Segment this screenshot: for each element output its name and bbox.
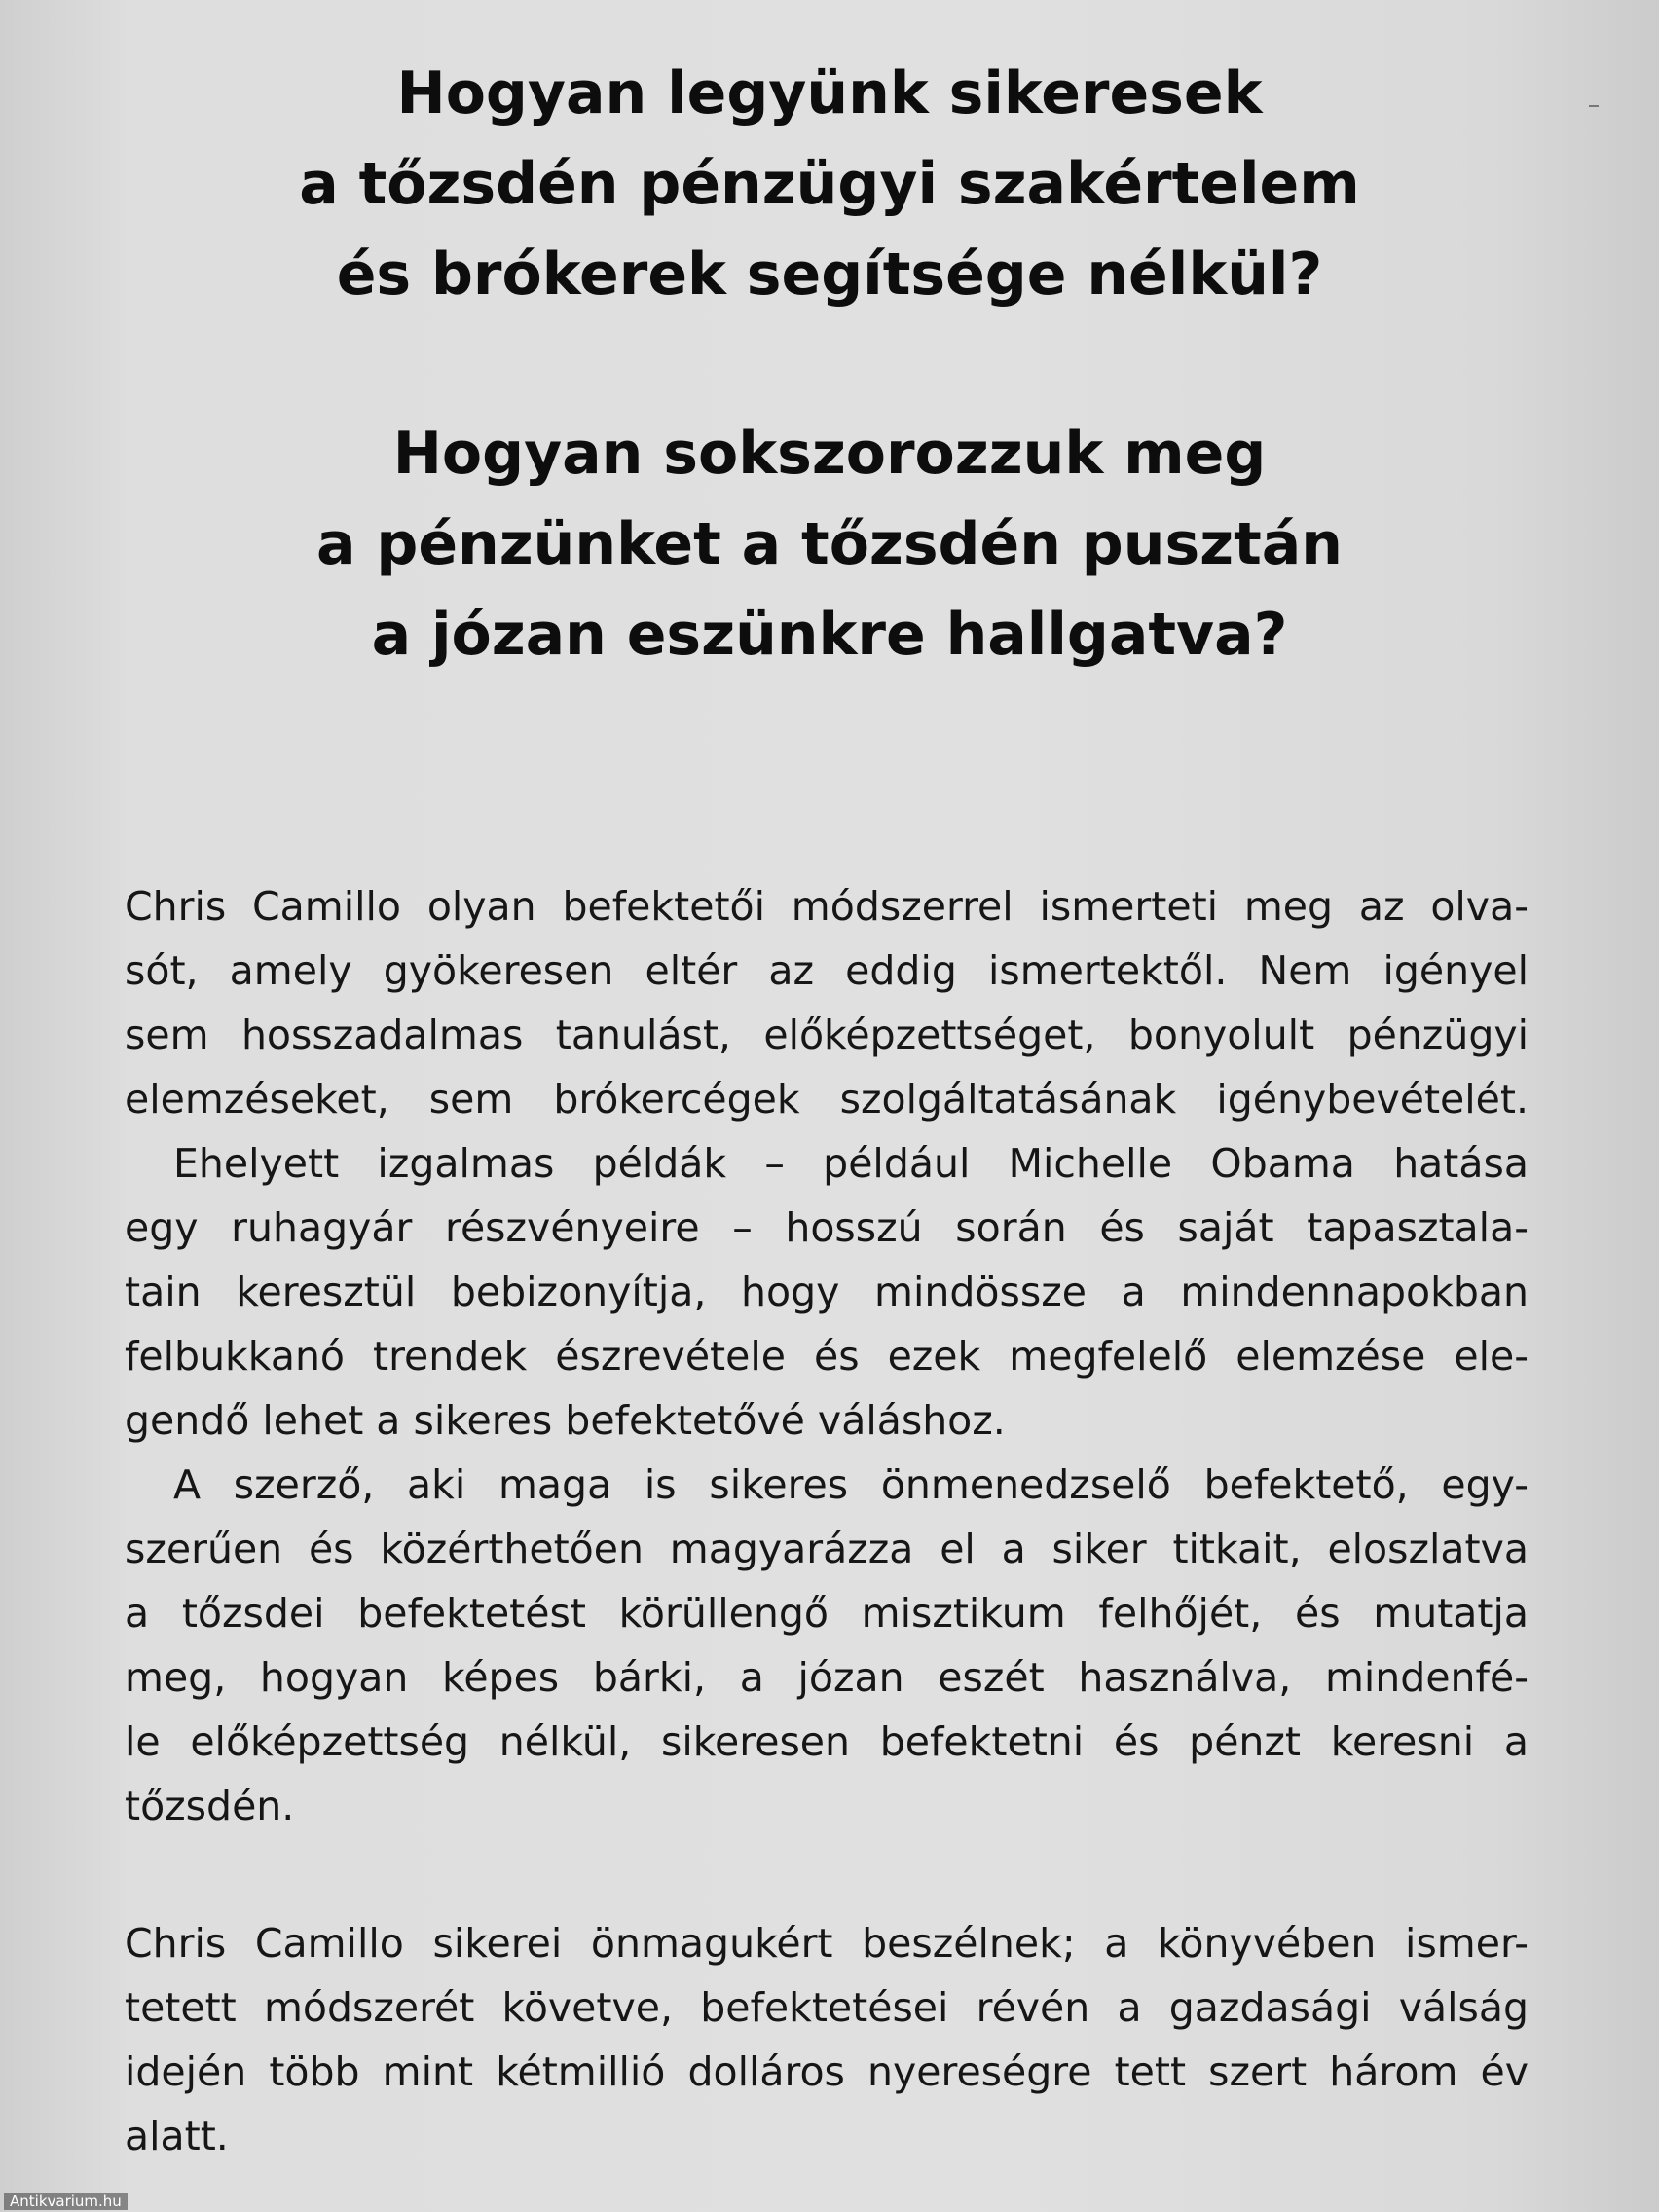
text-line: Ehelyett izgalmas példák – például Michelle Obama hatása — [173, 1140, 1529, 1187]
text-line: szerűen és közérthetően magyarázza el a siker titkait, eloszlatva — [125, 1526, 1529, 1572]
text-line: idején több mint kétmillió dolláros nyereségre tett szert három év — [125, 2048, 1529, 2095]
headline-question-1 — [0, 49, 1659, 320]
text-line: a tőzsdei befektetést körüllengő misztikum felhőjét, és mutatja — [125, 1590, 1529, 1637]
watermark: Antikvarium.hu — [4, 2193, 128, 2210]
author-success-paragraph — [125, 1911, 1529, 2168]
text-line: Chris Camillo olyan befektetői módszerrel ismerteti meg az olva- — [125, 883, 1529, 930]
text-line: tőzsdén. — [125, 1783, 295, 1829]
text-line: felbukkanó trendek észrevétele és ezek megfelelő elemzése ele- — [125, 1333, 1529, 1380]
headline-line: a józan eszünkre hallgatva? — [371, 601, 1288, 669]
text-line: sót, amely gyökeresen eltér az eddig ismertektől. Nem igényel — [125, 947, 1529, 994]
text-line: le előképzettség nélkül, sikeresen befektetni és pénzt keresni a — [125, 1718, 1529, 1765]
headline-line: a pénzünket a tőzsdén pusztán — [316, 510, 1343, 578]
text-line: A szerző, aki maga is sikeres önmenedzselő befektető, egy- — [173, 1461, 1529, 1508]
text-line: alatt. — [125, 2113, 229, 2159]
description-paragraph — [125, 874, 1529, 1838]
text-line: elemzéseket, sem brókercégek szolgáltatásának igénybevételét. — [125, 1076, 1529, 1123]
text-line: meg, hogyan képes bárki, a józan eszét használva, mindenfé- — [125, 1654, 1529, 1701]
text-line: egy ruhagyár részvényeire – hosszú során és saját tapasztala- — [125, 1204, 1529, 1251]
headline-line: és brókerek segítsége nélkül? — [336, 240, 1323, 309]
text-line: sem hosszadalmas tanulást, előképzettséget, bonyolult pénzügyi — [125, 1012, 1529, 1058]
headline-line: Hogyan sokszorozzuk meg — [392, 420, 1267, 488]
text-line: tain keresztül bebizonyítja, hogy mindössze a mindennapokban — [125, 1269, 1529, 1315]
text-line: Chris Camillo sikerei önmagukért beszélnek; a könyvében ismer- — [125, 1920, 1529, 1967]
headline-line: a tőzsdén pénzügyi szakértelem — [299, 150, 1360, 218]
text-line: tetett módszerét követve, befektetései révén a gazdasági válság — [125, 1984, 1529, 2031]
headline-question-2 — [0, 409, 1659, 681]
headline-line: Hogyan legyünk sikeresek — [396, 59, 1263, 128]
text-line: gendő lehet a sikeres befektetővé váláshoz. — [125, 1397, 1006, 1444]
scan-artifact-mark — [1589, 105, 1599, 107]
